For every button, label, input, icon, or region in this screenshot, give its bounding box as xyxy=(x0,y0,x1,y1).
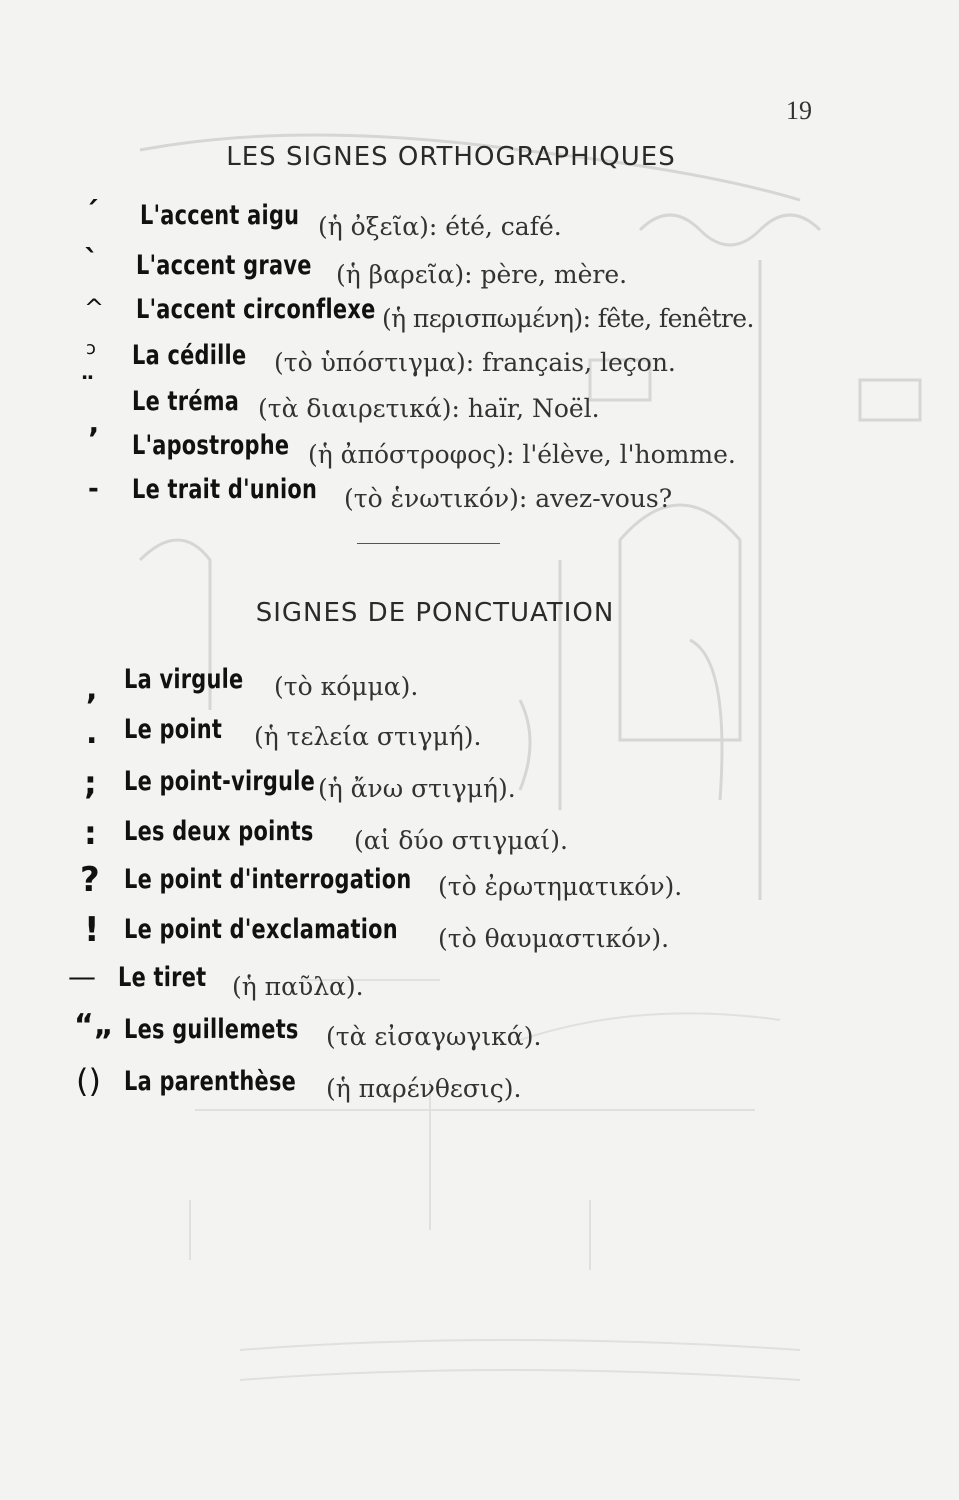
gloss: (ἡ περισπωμένη): fête, fenêtre. xyxy=(382,304,754,333)
dash-symbol: — xyxy=(68,960,96,993)
gloss: (ἡ ὀξεῖα): été, café. xyxy=(318,212,562,241)
gloss: (τὰ διαιρετικά): haïr, Noël. xyxy=(258,394,600,423)
gloss: (τὸ κόμμα). xyxy=(274,672,419,701)
page-number: 19 xyxy=(786,96,812,125)
cedilla-symbol: ɔ xyxy=(86,338,96,359)
colon-symbol: : xyxy=(84,814,97,852)
gloss: (ἡ παῦλα). xyxy=(232,972,364,1001)
parentheses-symbol: () xyxy=(76,1062,101,1100)
apostrophe-symbol: ’ xyxy=(88,422,100,457)
gloss: (τὸ ἐρωτηματικόν). xyxy=(438,872,683,901)
section-divider xyxy=(357,543,500,544)
gloss: (αἱ δύο στιγμαί). xyxy=(354,826,568,855)
term: L'accent grave xyxy=(136,250,312,281)
gloss: (ἡ παρένθεσις). xyxy=(326,1074,522,1103)
section-title-punctuation: SIGNES DE PONCTUATION xyxy=(255,598,615,628)
section-title-orthographic-signs: LES SIGNES ORTHOGRAPHIQUES xyxy=(226,142,676,172)
comma-symbol: , xyxy=(86,672,98,707)
term: Le trait d'union xyxy=(132,474,318,505)
gloss: (τὸ ἑνωτικόν): avez-vous? xyxy=(344,484,673,513)
gloss: (ἡ βαρεῖα): père, mère. xyxy=(336,260,628,289)
term: La cédille xyxy=(132,340,247,371)
term: L'accent circonflexe xyxy=(136,294,376,325)
gloss: (ἡ τελεία στιγμή). xyxy=(254,722,482,751)
question-mark-symbol: ? xyxy=(80,860,100,900)
gloss: (ἡ ἄνω στιγμή). xyxy=(318,774,516,803)
term: Le point-virgule xyxy=(124,766,316,797)
quotation-marks-symbol: “„ xyxy=(74,1008,114,1043)
gloss: (ἡ ἀπόστροφος): l'élève, l'homme. xyxy=(308,440,736,469)
term: Les guillemets xyxy=(124,1014,299,1045)
term: Le tiret xyxy=(118,962,207,993)
semicolon-symbol: ; xyxy=(84,764,97,802)
gloss: (τὰ εἰσαγωγικά). xyxy=(326,1022,542,1051)
term: L'accent aigu xyxy=(140,200,300,231)
gloss: (τὸ θαυμαστικόν). xyxy=(438,924,670,953)
term: L'apostrophe xyxy=(132,430,290,461)
acute-accent-symbol: ´ xyxy=(84,196,99,231)
term: Le point d'exclamation xyxy=(124,914,398,945)
grave-accent-symbol: ` xyxy=(84,244,99,279)
term: Le point xyxy=(124,714,223,745)
hyphen-symbol: - xyxy=(88,474,99,504)
term: Les deux points xyxy=(124,816,314,847)
circumflex-symbol: ^ xyxy=(84,294,105,322)
term: Le point d'interrogation xyxy=(124,864,412,895)
gloss: (τὸ ὑπόστιγμα): français, leçon. xyxy=(274,348,676,377)
term: La parenthèse xyxy=(124,1066,297,1097)
term: Le tréma xyxy=(132,386,240,417)
term: La virgule xyxy=(124,664,244,695)
period-symbol: . xyxy=(86,716,98,751)
exclamation-mark-symbol: ! xyxy=(84,910,100,950)
diaeresis-symbol: ¨ xyxy=(80,372,95,407)
